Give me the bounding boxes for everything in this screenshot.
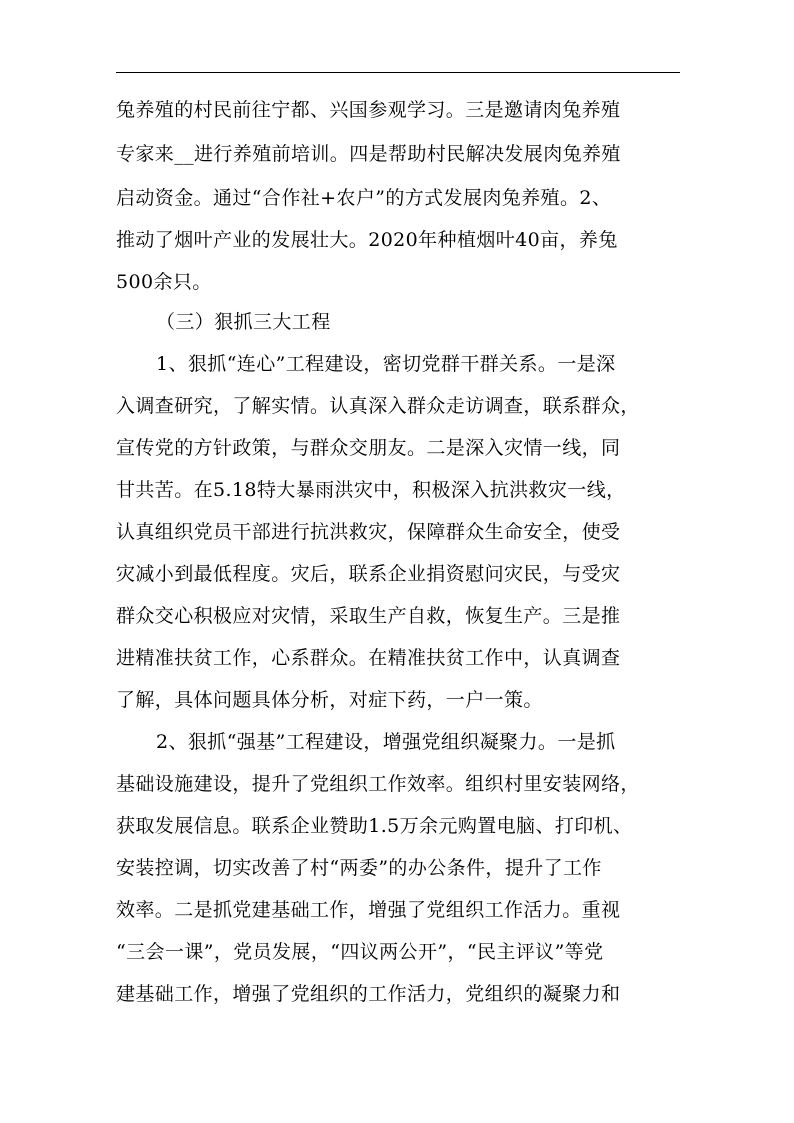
text-line: 推动了烟叶产业的发展壮大。2020年种植烟叶40亩，养兔 (116, 229, 618, 251)
text-line: 入调查研究，了解实情。认真深入群众走访调查，联系群众， (116, 395, 640, 417)
paragraph-start-line: 2、狠抓“强基”工程建设，增强党组织凝聚力。一是抓 (156, 731, 616, 753)
text-line: 建基础工作，增强了党组织的工作活力，党组织的凝聚力和 (116, 983, 621, 1005)
text-line: 启动资金。通过“合作社+农户”的方式发展肉兔养殖。2、 (116, 187, 612, 209)
text-line: 500余只。 (116, 271, 212, 293)
text-line: 安装控调，切实改善了村“两委”的办公条件，提升了工作 (116, 857, 602, 879)
text-line: 效率。二是抓党建基础工作，增强了党组织工作活力。重视 (116, 899, 621, 921)
text-line: 甘共苦。在5.18特大暴雨洪灾中，积极深入抗洪救灾一线， (116, 479, 626, 501)
text-line: 兔养殖的村民前往宁都、兴国参观学习。三是邀请肉兔养殖 (116, 99, 621, 121)
paragraph-start-line: 1、狠抓“连心”工程建设，密切党群干群关系。一是深 (156, 353, 616, 375)
text-line: “三会一课”，党员发展，“四议两公开”，“民主评议”等党 (116, 941, 604, 963)
section-heading: （三）狠抓三大工程 (156, 311, 331, 333)
text-line: 基础设施建设，提升了党组织工作效率。组织村里安装网络， (116, 773, 640, 795)
text-line: 专家来__进行养殖前培训。四是帮助村民解决发展肉兔养殖 (116, 143, 621, 165)
text-line: 进精准扶贫工作，心系群众。在精准扶贫工作中，认真调查 (116, 647, 621, 669)
text-line: 认真组织党员干部进行抗洪救灾，保障群众生命安全，使受 (116, 521, 621, 543)
text-line: 灾减小到最低程度。灾后，联系企业捐资慰问灾民，与受灾 (116, 563, 621, 585)
header-rule (116, 72, 680, 73)
text-line: 获取发展信息。联系企业赞助1.5万余元购置电脑、打印机、 (116, 815, 633, 837)
text-line: 了解，具体问题具体分析，对症下药，一户一策。 (116, 689, 543, 711)
text-line: 群众交心积极应对灾情，采取生产自救，恢复生产。三是推 (116, 605, 621, 627)
text-line: 宣传党的方针政策，与群众交朋友。二是深入灾情一线，同 (116, 437, 621, 459)
